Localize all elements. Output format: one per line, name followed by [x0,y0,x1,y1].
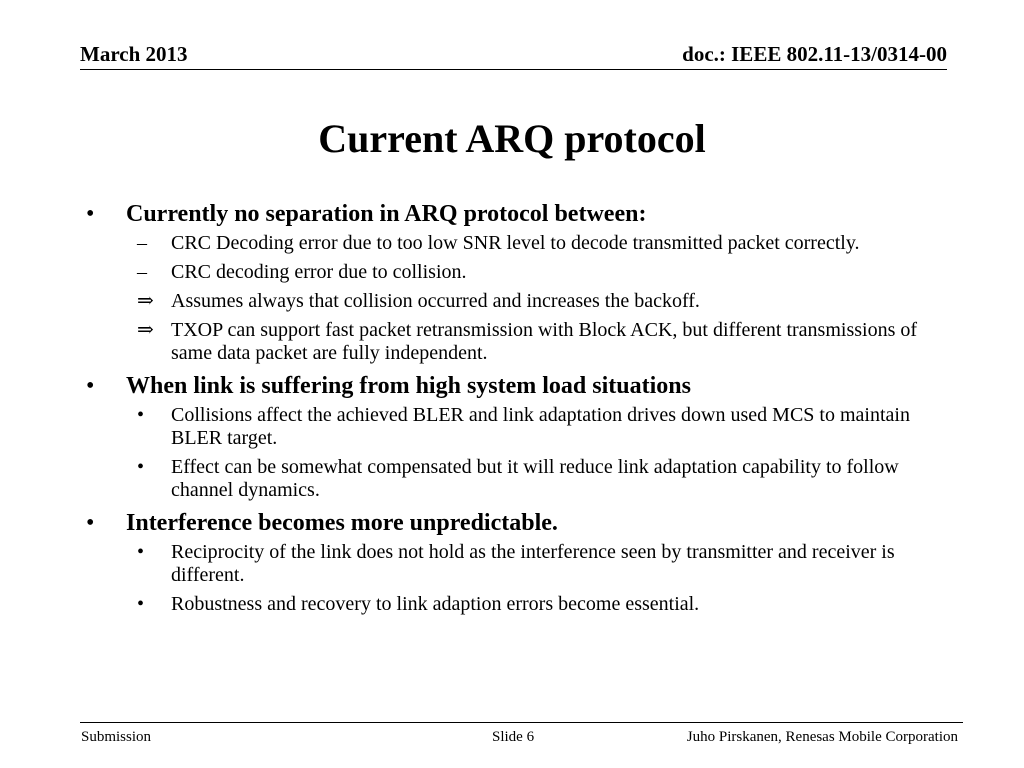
bullet-level2 [86,593,926,616]
bullet-text: Collisions affect the achieved BLER and link adaptation drives down used MCS to maintain BLER target. [171,404,910,449]
bullet-marker: • [137,404,145,426]
bullet-marker: • [86,510,95,536]
bullet-level2 [86,232,926,255]
footer-slide-number: Slide 6 [492,729,535,745]
bullet-level2 [86,290,926,313]
footer-submission: Submission [81,729,152,745]
bullet-text: Currently no separation in ARQ protocol between: [126,201,647,227]
header-divider [80,69,947,70]
bullet-text: When link is suffering from high system load situations [126,373,691,399]
dash-marker: – [137,261,147,283]
footer-author: Juho Pirskanen, Renesas Mobile Corporation [686,729,958,745]
bullet-level1 [86,508,926,538]
implies-arrow-icon: ⇒ [137,319,154,341]
header-document-id: doc.: IEEE 802.11-13/0314-00 [682,42,947,66]
bullet-text: Effect can be somewhat compensated but it will reduce link adaptation capability to follow channel dynamics. [171,456,899,501]
bullet-level2 [86,319,926,365]
bullet-text: Interference becomes more unpredictable. [126,510,558,536]
bullet-level1 [86,199,926,229]
bullet-text: CRC Decoding error due to too low SNR level to decode transmitted packet correctly. [171,232,860,254]
bullet-marker: • [137,593,145,615]
bullet-level2 [86,261,926,284]
bullet-level2 [86,404,926,450]
bullet-marker: • [137,541,145,563]
bullet-text: Robustness and recovery to link adaption errors become essential. [171,593,700,615]
slide-title: Current ARQ protocol [318,116,706,161]
bullet-marker: • [86,201,95,227]
bullet-text: Assumes always that collision occurred and increases the backoff. [171,290,700,312]
bullet-level2 [86,541,926,587]
bullet-text: Reciprocity of the link does not hold as the interference seen by transmitter and receiver is different. [171,541,895,586]
dash-marker: – [137,232,147,254]
bullet-level2 [86,456,926,502]
slide-body [86,199,926,622]
implies-arrow-icon: ⇒ [137,290,154,312]
bullet-level1 [86,371,926,401]
bullet-text: TXOP can support fast packet retransmission with Block ACK, but different transmissions of same data packet are fully independent. [171,319,918,364]
bullet-marker: • [137,456,145,478]
footer-divider [80,722,963,723]
bullet-text: CRC decoding error due to collision. [171,261,467,283]
header-date: March 2013 [80,42,188,66]
bullet-marker: • [86,373,95,399]
